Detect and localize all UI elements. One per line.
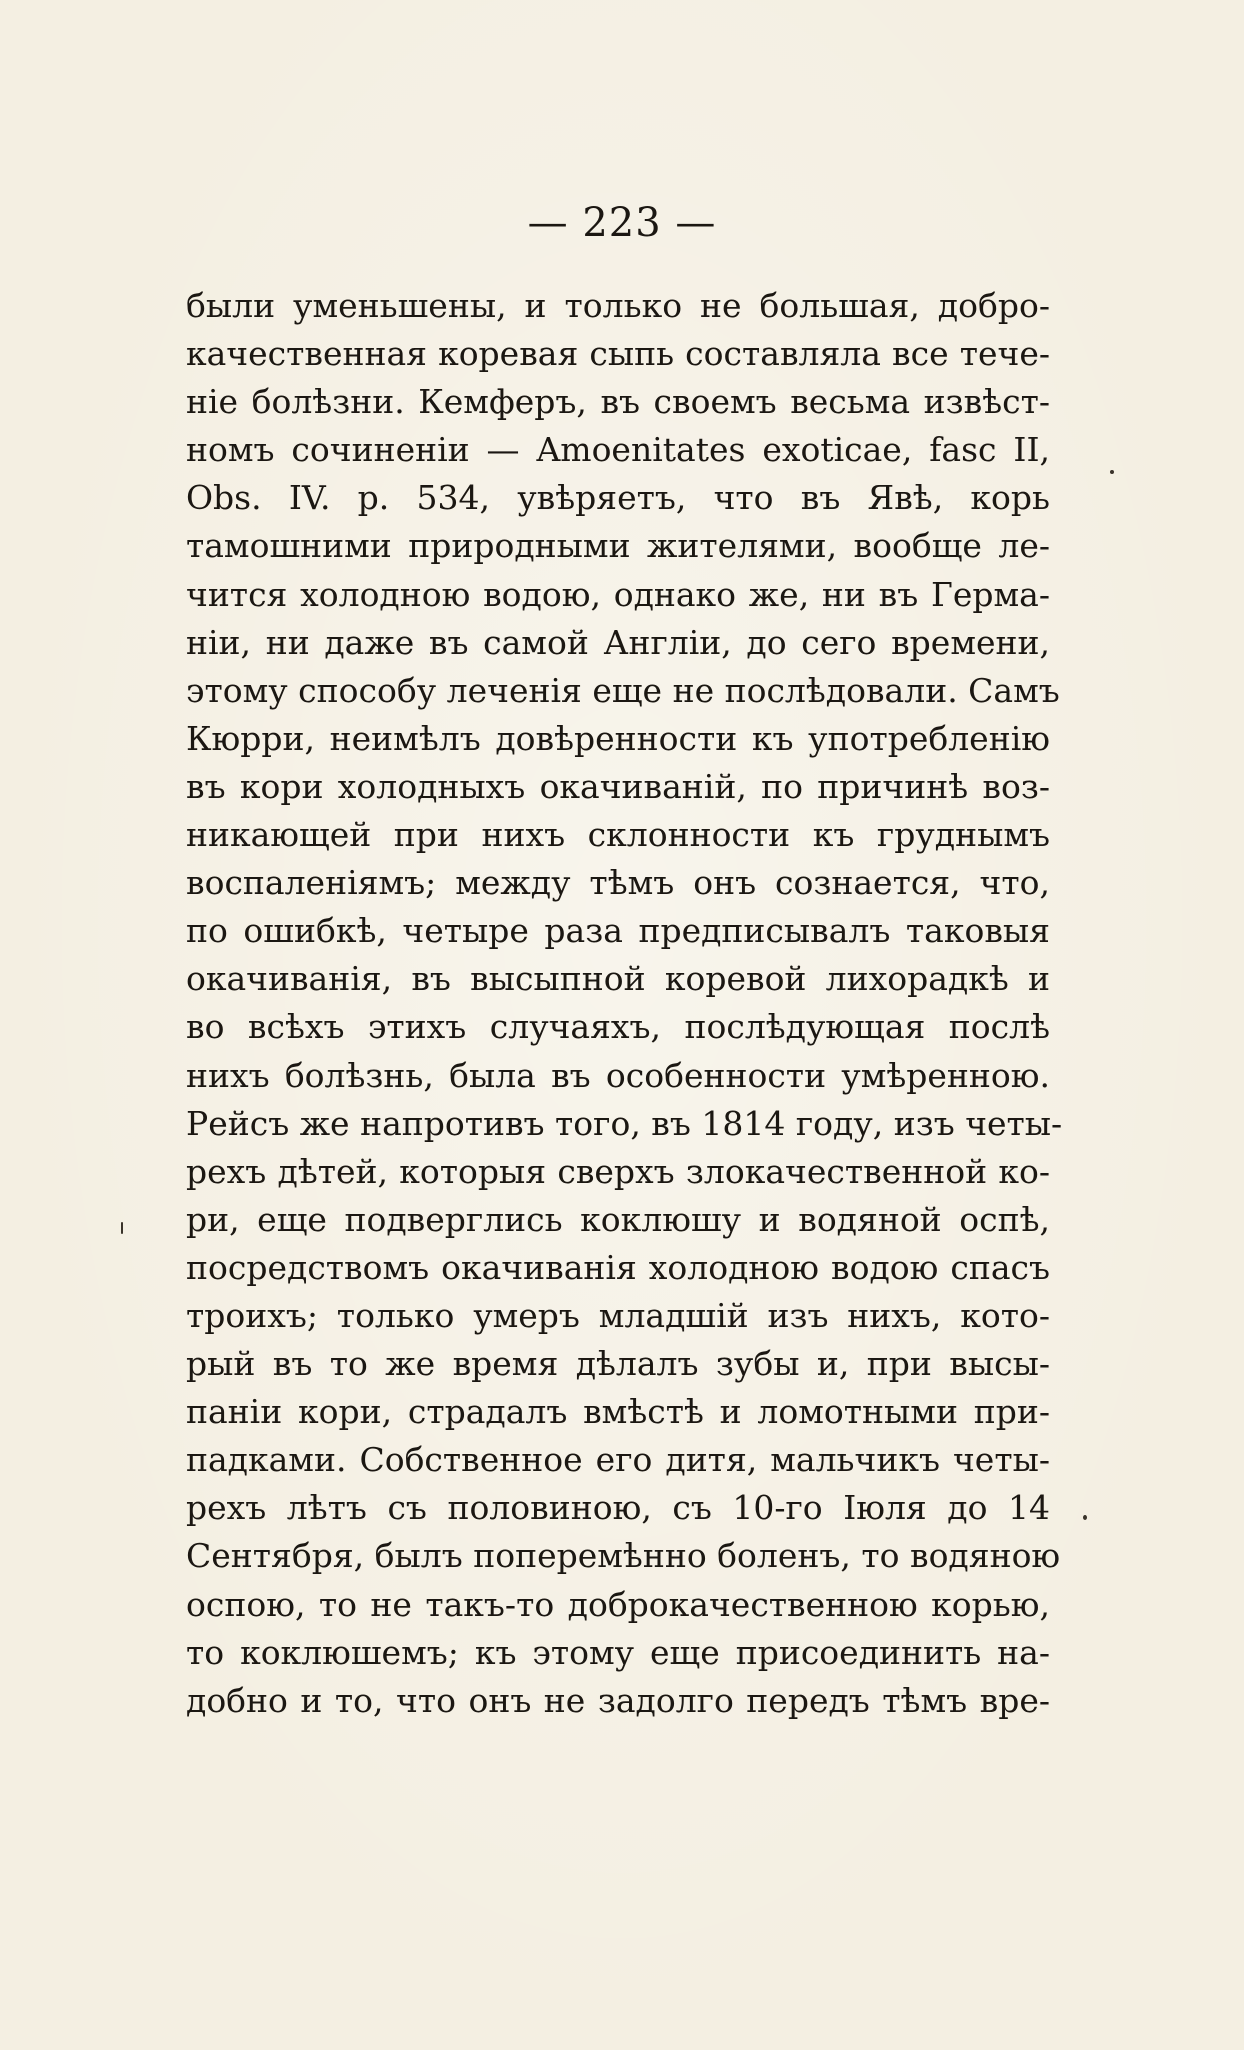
page-number: — 223 — bbox=[527, 200, 717, 246]
text-line: окачиванія, въ высыпной коревой лихорадкѣ и bbox=[186, 959, 1050, 999]
paper-speck bbox=[1110, 470, 1114, 474]
text-line: никающей при нихъ склонности къ груднымъ bbox=[186, 815, 1050, 855]
text-line: Сентября, былъ поперемѣнно боленъ, то водяною bbox=[186, 1536, 1061, 1576]
text-line: воспаленіямъ; между тѣмъ онъ сознается, что, bbox=[186, 863, 1050, 903]
text-line: ніи, ни даже въ самой Англіи, до сего времени, bbox=[186, 622, 1050, 662]
text-line: посредствомъ окачиванія холодною водою спасъ bbox=[186, 1247, 1050, 1287]
text-line: нихъ болѣзнь, была въ особенности умѣренною. bbox=[186, 1055, 1050, 1095]
text-line: добно и то, что онъ не задолго передъ тѣмъ вре- bbox=[186, 1680, 1050, 1720]
text-line: качественная коревая сыпь составляла все тече- bbox=[186, 334, 1050, 374]
text-line: падками. Собственное его дитя, мальчикъ четы- bbox=[186, 1440, 1050, 1480]
text-line: чится холодною водою, однако же, ни въ Герма- bbox=[186, 574, 1050, 614]
text-line: въ кори холодныхъ окачиваній, по причинѣ воз- bbox=[186, 766, 1050, 806]
text-line: во всѣхъ этихъ случаяхъ, послѣдующая послѣ bbox=[186, 1007, 1050, 1047]
text-line: ніе болѣзни. Кемферъ, въ своемъ весьма извѣст- bbox=[186, 382, 1050, 422]
text-line: этому способу леченія еще не послѣдовали. Самъ bbox=[186, 670, 1060, 710]
text-line: рехъ дѣтей, которыя сверхъ злокачественной ко- bbox=[186, 1151, 1050, 1191]
text-line: оспою, то не такъ-то доброкачественною корью, bbox=[186, 1584, 1050, 1624]
text-line: паніи кори, страдалъ вмѣстѣ и ломотными при- bbox=[186, 1392, 1050, 1432]
text-line: Obs. IV. p. 534, увѣряетъ, что въ Явѣ, корь bbox=[186, 478, 1050, 518]
text-line: по ошибкѣ, четыре раза предписывалъ таковыя bbox=[186, 911, 1050, 951]
text-line: то коклюшемъ; къ этому еще присоединить на- bbox=[186, 1632, 1050, 1672]
text-line: рый въ то же время дѣлалъ зубы и, при высы- bbox=[186, 1344, 1050, 1384]
paper-speck bbox=[1083, 1515, 1087, 1520]
text-line: Рейсъ же напротивъ того, въ 1814 году, изъ четы- bbox=[186, 1103, 1063, 1143]
text-line: номъ сочиненіи — Amoenitates exoticae, fasc II, bbox=[186, 430, 1050, 470]
text-line: Кюрри, неимѣлъ довѣренности къ употребленію bbox=[186, 718, 1050, 758]
text-line: рехъ лѣтъ съ половиною, съ 10-го Іюля до 14 bbox=[186, 1488, 1050, 1528]
paper-speck bbox=[121, 1222, 123, 1234]
text-line: троихъ; только умеръ младшій изъ нихъ, кото- bbox=[186, 1295, 1050, 1335]
text-line: были уменьшены, и только не большая, добро- bbox=[186, 286, 1050, 325]
text-line: ри, еще подверглись коклюшу и водяной оспѣ, bbox=[186, 1199, 1050, 1239]
body-text bbox=[186, 282, 1063, 1725]
text-line: тамошними природными жителями, вообще ле- bbox=[186, 526, 1050, 566]
